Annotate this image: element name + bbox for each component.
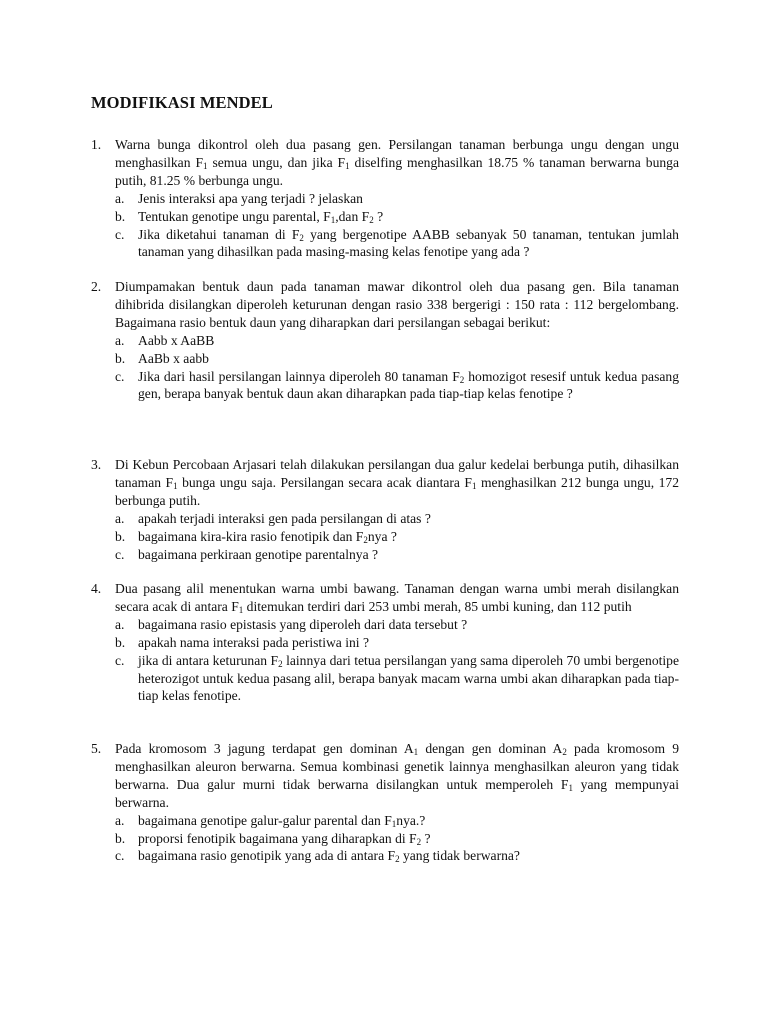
- sub-question-marker: b.: [115, 634, 126, 650]
- sub-question-text: bagaimana genotipe galur-galur parental dan $F_1nya$.?: [138, 812, 426, 829]
- sub-question: [115, 652, 679, 706]
- question-3: [91, 456, 679, 563]
- question-4: [91, 580, 679, 705]
- sub-question-marker: a.: [115, 812, 125, 828]
- sub-question-marker: b.: [115, 350, 126, 366]
- sub-question-marker: b.: [115, 528, 126, 544]
- sub-question-marker: a.: [115, 190, 125, 206]
- sub-question: [115, 830, 679, 848]
- document-title: MODIFIKASI MENDEL: [91, 93, 273, 112]
- question-text: Dua pasang alil menentukan warna umbi bawang. Tanaman dengan warna umbi merah disilangkan secara acak di antara $F_1$ ditemukan terdiri dari 253 umbi merah, 85 umbi kuning, dan 112 putih: [115, 581, 679, 615]
- sub-question-marker: b.: [115, 830, 126, 846]
- sub-question-text: Jika dari hasil persilangan lainnya diperoleh 80 tanaman $F_2$ homozigot resesif untuk kedua pasang gen, berapa banyak bentuk daun akan diharapkan pada tiap-tiap kelas fenotipe ?: [138, 368, 679, 402]
- sub-question: [115, 528, 679, 546]
- sub-question-text: Jika diketahui tanaman di $F_2$ yang bergenotipe AABB sebanyak 50 tanaman, tentukan jumlah tanaman yang dihasilkan pada masing-masing kelas fenotipe yang ada ?: [138, 226, 679, 260]
- question-number: 1.: [91, 137, 102, 152]
- sub-question-marker: c.: [115, 848, 125, 864]
- sub-question-text: bagaimana perkiraan genotipe parentalnya ?: [138, 546, 379, 562]
- sub-question-text: proporsi fenotipik bagaimana yang diharapkan di $F_2$ ?: [138, 830, 431, 847]
- sub-question: [115, 368, 679, 404]
- question-number: 5.: [91, 741, 102, 756]
- question-number: 2.: [91, 279, 102, 294]
- sub-question: [115, 350, 679, 368]
- sub-question-marker: a.: [115, 616, 125, 632]
- sub-question: [115, 226, 679, 262]
- sub-question-text: jika di antara keturunan $F_2$ lainnya dari tetua persilangan yang sama diperoleh 70 umbi bergenotipe heterozigot untuk kedua pasang alil, berapa banyak macam warna umbi akan diharapkan pada tiap-tiap kelas fenotipe.: [138, 652, 679, 704]
- question-2: [91, 278, 679, 403]
- sub-question-marker: c.: [115, 546, 125, 562]
- sub-question: [115, 546, 679, 564]
- sub-question: [115, 190, 679, 208]
- sub-question-text: apakah terjadi interaksi gen pada persilangan di atas ?: [138, 510, 431, 526]
- question-text: Diumpamakan bentuk daun pada tanaman mawar dikontrol oleh dua pasang gen. Bila tanaman dihibrida disilangkan diperoleh keturunan dengan rasio 338 bergerigi : 150 rata : 112 bergelombang. Bagaimana rasio bentuk daun yang diharapkan dari persilangan sebagai berikut:: [115, 279, 679, 330]
- sub-question-text: Jenis interaksi apa yang terjadi ? jelaskan: [138, 190, 363, 206]
- question-text: Warna bunga dikontrol oleh dua pasang gen. Persilangan tanaman berbunga ungu dengan ungu menghasilkan $F_1$ semua ungu, dan jika $F_1$ diselfing menghasilkan 18.75 % tanaman berwarna bunga putih, 81.25 % berbunga ungu.: [115, 137, 679, 188]
- sub-question: [115, 332, 679, 350]
- sub-question: [115, 616, 679, 634]
- question-5: [91, 740, 679, 865]
- sub-question-text: AaBb x aabb: [138, 350, 209, 366]
- sub-question-text: bagaimana rasio epistasis yang diperoleh dari data tersebut ?: [138, 616, 468, 632]
- sub-question: [115, 847, 679, 865]
- sub-question-marker: a.: [115, 510, 125, 526]
- question-text: Pada kromosom 3 jagung terdapat gen dominan $A_1$ dengan gen dominan $A_2$ pada kromosom 9 menghasilkan aleuron berwarna. Semua kombinasi genetik lainnya menghasilkan aleuron yang tidak berwarna. Dua galur murni tidak berwarna disilangkan untuk memperoleh $F_1$ yang mempunyai berwarna.: [115, 741, 679, 810]
- sub-question-marker: b.: [115, 208, 126, 224]
- sub-question: [115, 510, 679, 528]
- sub-question: [115, 634, 679, 652]
- question-number: 3.: [91, 457, 102, 472]
- sub-question: [115, 208, 679, 226]
- question-number: 4.: [91, 581, 102, 596]
- sub-question: [115, 812, 679, 830]
- sub-question-marker: c.: [115, 368, 125, 384]
- sub-question-text: bagaimana kira-kira rasio fenotipik dan $F_2nya$ ?: [138, 528, 397, 545]
- sub-question-text: Tentukan genotipe ungu parental, $F_1,dan$ $F_2$ ?: [138, 208, 384, 225]
- sub-question-marker: c.: [115, 226, 125, 242]
- sub-question-marker: c.: [115, 652, 125, 668]
- question-text: Di Kebun Percobaan Arjasari telah dilakukan persilangan dua galur kedelai berbunga putih, dihasilkan tanaman $F_1$ bunga ungu saja. Persilangan secara acak diantara $F_1$ menghasilkan 212 bunga ungu, 172 berbunga putih.: [115, 457, 679, 508]
- sub-question-text: bagaimana rasio genotipik yang ada di antara $F_2$ yang tidak berwarna?: [138, 848, 520, 865]
- sub-question-text: apakah nama interaksi pada peristiwa ini ?: [138, 634, 370, 650]
- question-1: [91, 136, 679, 261]
- sub-question-marker: a.: [115, 332, 125, 348]
- sub-question-text: Aabb x AaBB: [138, 332, 215, 348]
